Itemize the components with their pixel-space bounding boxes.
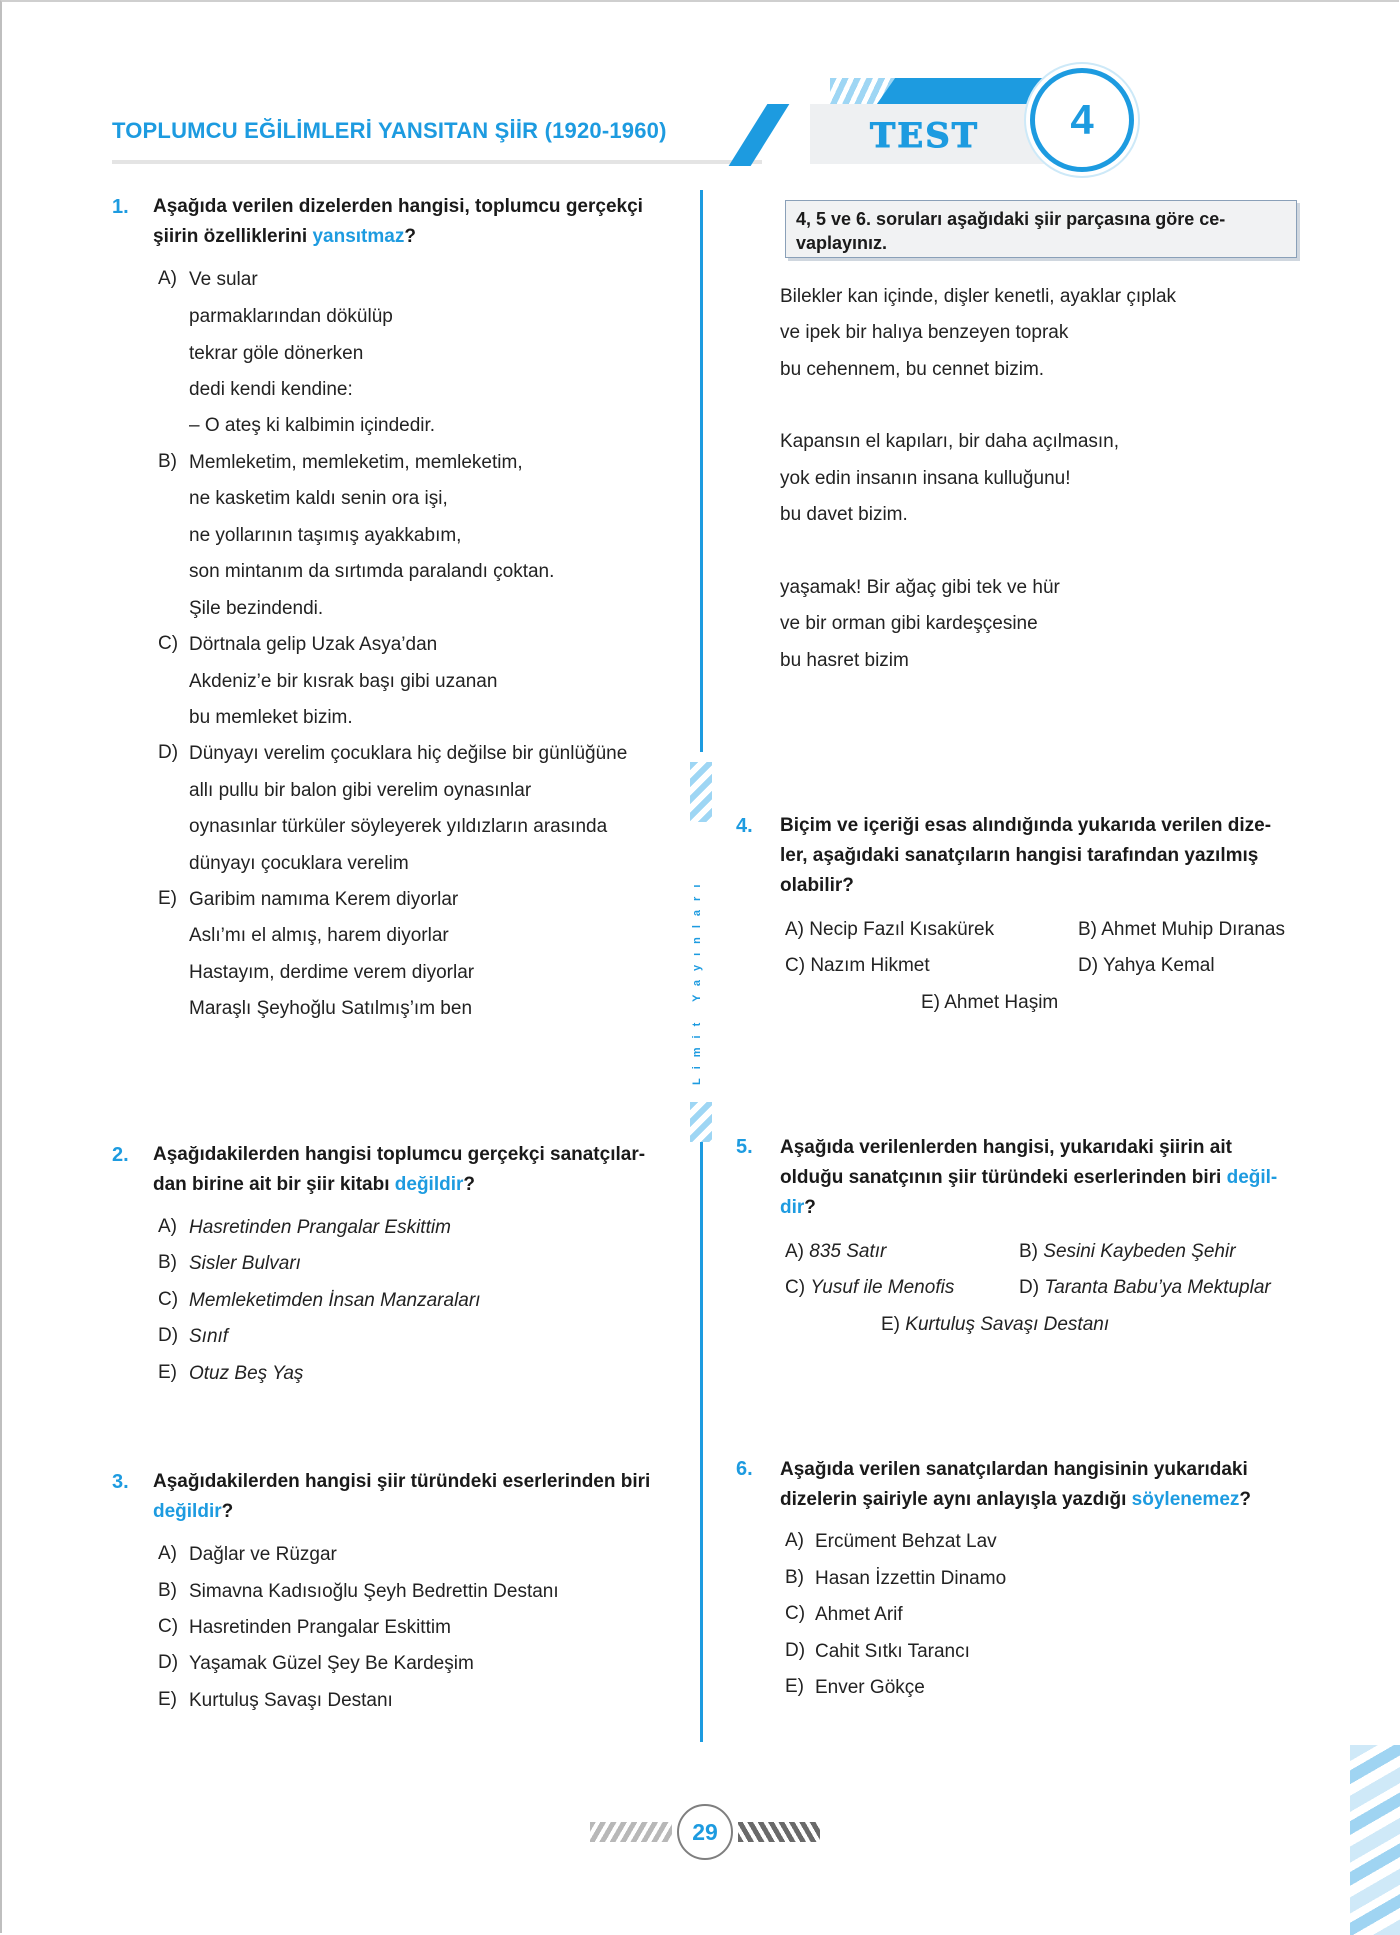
question-1-stem: Aşağıda verilen dizelerden hangisi, toplumcu gerçekçi şiirin özelliklerini yansıtmaz? [153,196,643,247]
question-5-stem: Aşağıda verilenlerden hangisi, yukarıdaki şiirin ait olduğu sanatçının şiir türündeki eserlerinden biri değil- dir? [780,1137,1278,1218]
q5-option-d[interactable]: D) Taranta Babu’ya Mektuplar [1019,1277,1271,1298]
q1-option-c-line: Dörtnala gelip Uzak Asya’dan [189,634,438,655]
q2-option-c-label[interactable]: C) [158,1289,179,1310]
q1-option-c-line: bu memleket bizim. [189,707,353,728]
test-label: TEST [870,116,980,156]
test-number-badge [1030,68,1134,172]
q4-option-c[interactable]: C) Nazım Hikmet [785,955,930,976]
divider-stripes-bottom [690,1102,712,1142]
q2-option-e-text[interactable]: Otuz Beş Yaş [189,1363,304,1384]
instruction-text: 4, 5 ve 6. soruları aşağıdaki şiir parçasına göre ce- vaplayınız. [796,209,1226,253]
q1-option-e-line: Hastayım, derdime verem diyorlar [189,962,475,983]
q6-option-b-text[interactable]: Hasan İzzettin Dinamo [815,1568,1007,1589]
q1-option-e-label[interactable]: E) [158,888,177,909]
q6-option-e-label[interactable]: E) [785,1676,804,1697]
q1-option-b-line: ne yollarının taşımış ayakkabım, [189,525,462,546]
q3-option-e-label[interactable]: E) [158,1689,177,1710]
q6-option-e-text[interactable]: Enver Gökçe [815,1677,925,1698]
question-6-stem: Aşağıda verilen sanatçılardan hangisinin yukarıdaki dizelerin şairiyle aynı anlayışla yazdığı söylenemez? [780,1459,1252,1510]
q2-option-b-text[interactable]: Sisler Bulvarı [189,1253,301,1274]
q1-option-d-line: Dünyayı verelim çocuklara hiç değilse bir günlüğüne [189,743,628,764]
question-6-number: 6. [736,1458,753,1480]
q5-option-c[interactable]: C) Yusuf ile Menofis [785,1277,955,1298]
q3-option-d-text[interactable]: Yaşamak Güzel Şey Be Kardeşim [189,1653,474,1674]
q1-option-c-line: Akdeniz’e bir kısrak başı gibi uzanan [189,671,498,692]
q1-option-e-line: Aslı’mı el almış, harem diyorlar [189,925,449,946]
q3-option-d-label[interactable]: D) [158,1652,179,1673]
q2-option-e-label[interactable]: E) [158,1362,177,1383]
q2-option-d-text[interactable]: Sınıf [189,1326,229,1347]
page-number-badge [677,1804,733,1860]
q6-option-d-text[interactable]: Cahit Sıtkı Tarancı [815,1641,970,1662]
q1-option-a-line: dedi kendi kendine: [189,379,353,400]
q3-option-a-text[interactable]: Dağlar ve Rüzgar [189,1544,337,1565]
question-3-number: 3. [112,1471,129,1493]
q1-option-b-label[interactable]: B) [158,451,177,472]
poem-line: yok edin insanın insana kulluğunu! [780,468,1071,489]
publisher-vertical-text: Limit Yayınları [691,875,703,1085]
q1-option-d-line: allı pullu bir balon gibi verelim oynasınlar [189,780,532,801]
q6-option-c-text[interactable]: Ahmet Arif [815,1604,903,1625]
q1-option-b-line: ne kasketim kaldı senin ora işi, [189,488,448,509]
q2-option-d-label[interactable]: D) [158,1325,179,1346]
divider-stripes-top [690,762,712,822]
q3-option-b-text[interactable]: Simavna Kadısıoğlu Şeyh Bedrettin Destanı [189,1581,559,1602]
question-2-stem: Aşağıdakilerden hangisi toplumcu gerçekçi sanatçılar- dan birine ait bir şiir kitabı değildir? [153,1144,646,1195]
poem-line: bu davet bizim. [780,504,908,525]
q3-option-a-label[interactable]: A) [158,1543,177,1564]
q1-option-d-label[interactable]: D) [158,742,179,763]
q1-option-a-line: – O ateş ki kalbimin içindedir. [189,415,436,436]
q2-option-c-text[interactable]: Memleketimden İnsan Manzaraları [189,1290,481,1311]
page-number: 29 [692,1819,718,1845]
q6-option-a-text[interactable]: Ercüment Behzat Lav [815,1531,997,1552]
q1-option-e-line: Garibim namıma Kerem diyorlar [189,889,459,910]
poem-line: Bilekler kan içinde, dişler kenetli, ayaklar çıplak [780,286,1177,307]
q1-option-b-line: Memleketim, memleketim, memleketim, [189,452,523,473]
footer-stripes-right [738,1822,820,1842]
q5-option-b[interactable]: B) Sesini Kaybeden Şehir [1019,1241,1236,1262]
q6-option-c-label[interactable]: C) [785,1603,806,1624]
q1-option-a-line: Ve sular [189,269,258,290]
q1-option-a-line: tekrar göle dönerken [189,343,364,364]
instruction-box [785,200,1297,258]
test-number: 4 [1070,96,1094,143]
q6-option-a-label[interactable]: A) [785,1530,804,1551]
q1-option-b-line: son mintanım da sırtımda paralandı çoktan. [189,561,555,582]
q4-option-a[interactable]: A) Necip Fazıl Kısakürek [785,919,995,940]
question-2-number: 2. [112,1144,129,1166]
q6-option-b-label[interactable]: B) [785,1567,804,1588]
q3-option-e-text[interactable]: Kurtuluş Savaşı Destanı [189,1690,393,1711]
q1-option-a-line: parmaklarından dökülüp [189,306,393,327]
poem-line: ve bir orman gibi kardeşçesine [780,613,1038,634]
poem-line: bu cehennem, bu cennet bizim. [780,359,1045,380]
q4-option-b[interactable]: B) Ahmet Muhip Dıranas [1078,919,1285,940]
q1-option-b-line: Şile bezindendi. [189,598,324,619]
header-rule [112,160,762,164]
q2-option-a-text[interactable]: Hasretinden Prangalar Eskittim [189,1217,451,1238]
question-5-number: 5. [736,1136,753,1158]
q1-option-c-label[interactable]: C) [158,633,179,654]
q1-option-a-label[interactable]: A) [158,268,177,289]
poem-line: yaşamak! Bir ağaç gibi tek ve hür [780,577,1060,598]
corner-stripes-decoration [1350,1745,1400,1935]
footer-stripes-left [590,1822,672,1842]
q4-option-e[interactable]: E) Ahmet Haşim [921,992,1059,1013]
poem-line: ve ipek bir halıya benzeyen toprak [780,322,1069,343]
question-3-stem: Aşağıdakilerden hangisi şiir türündeki eserlerinden biri değildir? [153,1471,651,1522]
question-4-stem: Biçim ve içeriği esas alındığında yukarıda verilen dize- ler, aşağıdaki sanatçıların hangisi tarafından yazılmış olabilir? [780,815,1272,896]
q5-option-e[interactable]: E) Kurtuluş Savaşı Destanı [881,1314,1110,1335]
question-1-number: 1. [112,196,129,218]
q5-option-a[interactable]: A) 835 Satır [785,1241,887,1262]
q3-option-c-label[interactable]: C) [158,1616,179,1637]
page-title: TOPLUMCU EĞİLİMLERİ YANSITAN ŞİİR (1920-1960) [112,118,667,143]
q4-option-d[interactable]: D) Yahya Kemal [1078,955,1215,976]
q2-option-a-label[interactable]: A) [158,1216,177,1237]
q6-option-d-label[interactable]: D) [785,1640,806,1661]
poem-line: bu hasret bizim [780,650,909,671]
q3-option-b-label[interactable]: B) [158,1580,177,1601]
q1-option-e-line: Maraşlı Şeyhoğlu Satılmış’ım ben [189,998,473,1019]
q3-option-c-text[interactable]: Hasretinden Prangalar Eskittim [189,1617,451,1638]
poem-line: Kapansın el kapıları, bir daha açılmasın, [780,431,1120,452]
question-4-number: 4. [736,815,753,837]
q1-option-d-line: oynasınlar türküler söyleyerek yıldızların arasında [189,816,608,837]
q2-option-b-label[interactable]: B) [158,1252,177,1273]
q1-option-d-line: dünyayı çocuklara verelim [189,853,409,874]
